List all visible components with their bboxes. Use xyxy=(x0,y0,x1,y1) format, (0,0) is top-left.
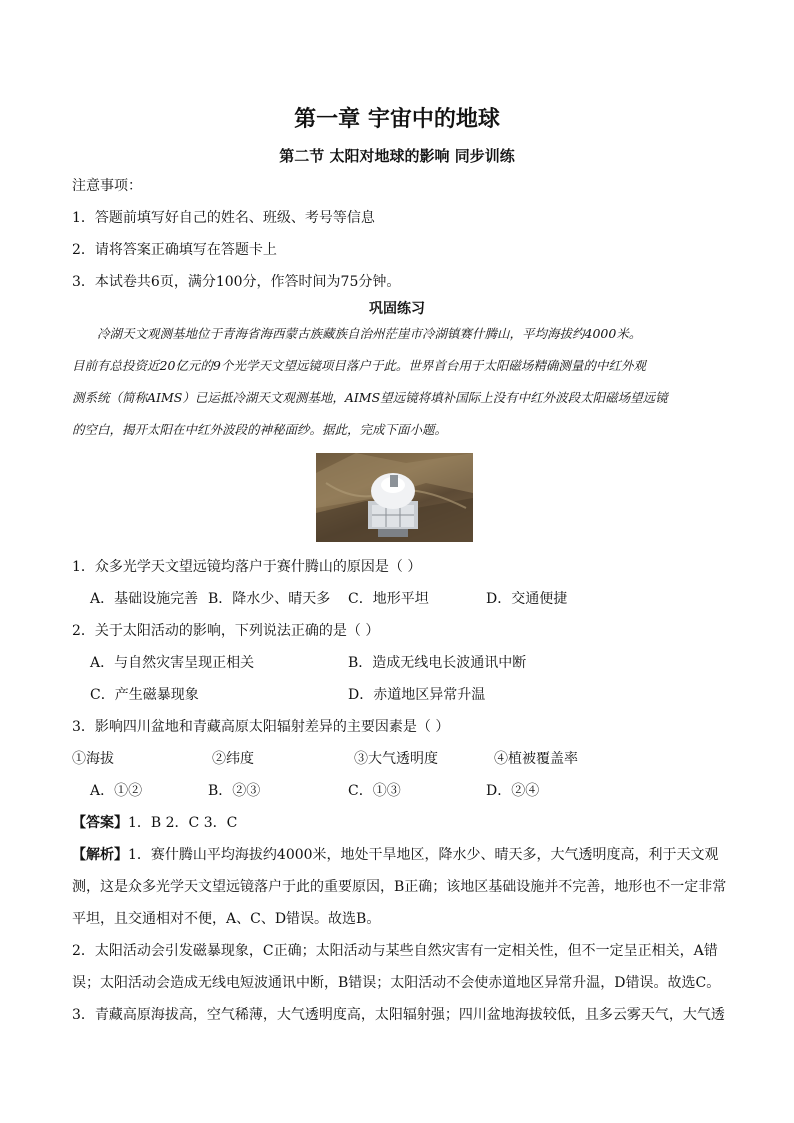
practice-heading: 巩固练习 xyxy=(369,301,425,317)
answer-label: 【答案】 xyxy=(72,815,128,831)
option-c: C．地形平坦 xyxy=(348,591,429,607)
reading-passage xyxy=(72,324,722,452)
passage-line: 的空白，揭开太阳在中红外波段的神秘面纱。据此，完成下面小题。 xyxy=(72,422,448,437)
analysis-label: 【解析】 xyxy=(72,847,128,863)
option-d: D．②④ xyxy=(486,783,540,799)
factor-item: ②纬度 xyxy=(212,751,254,767)
option-a: A．①② xyxy=(90,783,143,799)
analysis-line: 3．青藏高原海拔高，空气稀薄，大气透明度高，太阳辐射强；四川盆地海拔较低，且多云雾天气，大气透 xyxy=(72,1007,725,1023)
option-a: A．与自然灾害呈现正相关 xyxy=(90,655,255,671)
telescope-photo xyxy=(316,453,473,542)
analysis-line: 2．太阳活动会引发磁暴现象，C正确；太阳活动与某些自然灾害有一定相关性，但不一定呈正相关，A错 xyxy=(72,943,718,959)
note-item: 2．请将答案正确填写在答题卡上 xyxy=(72,242,277,258)
telescope-photo-illustration xyxy=(316,453,473,542)
option-b: B．造成无线电长波通讯中断 xyxy=(348,655,527,671)
note-item: 3．本试卷共6页，满分100分，作答时间为75分钟。 xyxy=(72,274,401,290)
option-a: A．基础设施完善 xyxy=(90,591,199,607)
option-d: D．赤道地区异常升温 xyxy=(348,687,486,703)
option-c: C．产生磁暴现象 xyxy=(90,687,199,703)
factor-item: ③大气透明度 xyxy=(354,751,438,767)
option-b: B．②③ xyxy=(208,783,261,799)
question-stem: 1．众多光学天文望远镜均落户于赛什腾山的原因是（ ） xyxy=(72,559,422,575)
question-stem: 2．关于太阳活动的影响，下列说法正确的是（ ） xyxy=(72,623,380,639)
passage-line: 冷湖天文观测基地位于青海省海西蒙古族藏族自治州茫崖市冷湖镇赛什腾山，平均海拔约4000米。 xyxy=(97,326,642,341)
passage-line: 目前有总投资近20亿元的9个光学天文望远镜项目落户于此。世界首台用于太阳磁场精确测量的中红外观 xyxy=(72,358,646,373)
analysis-line: 误；太阳活动会造成无线电短波通讯中断，B错误；太阳活动不会使赤道地区异常升温，D错误。故选C。 xyxy=(72,975,721,991)
analysis-text: 1．赛什腾山平均海拔约4000米，地处干旱地区，降水少、晴天多，大气透明度高，利于天文观 xyxy=(128,847,719,863)
option-c: C．①③ xyxy=(348,783,401,799)
chapter-title: 第一章 宇宙中的地球 xyxy=(294,107,500,132)
factor-item: ①海拔 xyxy=(72,751,114,767)
analysis-line: 测，这是众多光学天文望远镜落户于此的重要原因，B正确；该地区基础设施并不完善，地形也不一定非常 xyxy=(72,879,727,895)
analysis-line xyxy=(72,845,719,865)
factor-item: ④植被覆盖率 xyxy=(494,751,578,767)
analysis-line: 平坦，且交通相对不便，A、C、D错误。故选B。 xyxy=(72,911,381,927)
answer-text: 1．B 2．C 3．C xyxy=(128,815,238,831)
note-item: 1．答题前填写好自己的姓名、班级、考号等信息 xyxy=(72,210,375,226)
section-title: 第二节 太阳对地球的影响 同步训练 xyxy=(279,147,515,165)
passage-line: 测系统（简称AIMS）已运抵冷湖天文观测基地，AIMS望远镜将填补国际上没有中红外波段太阳磁场望远镜 xyxy=(72,390,668,405)
option-b: B．降水少、晴天多 xyxy=(208,591,331,607)
option-d: D．交通便捷 xyxy=(486,591,568,607)
notes-heading: 注意事项： xyxy=(72,178,142,194)
question-stem: 3．影响四川盆地和青藏高原太阳辐射差异的主要因素是（ ） xyxy=(72,719,450,735)
answer-line xyxy=(72,813,237,833)
